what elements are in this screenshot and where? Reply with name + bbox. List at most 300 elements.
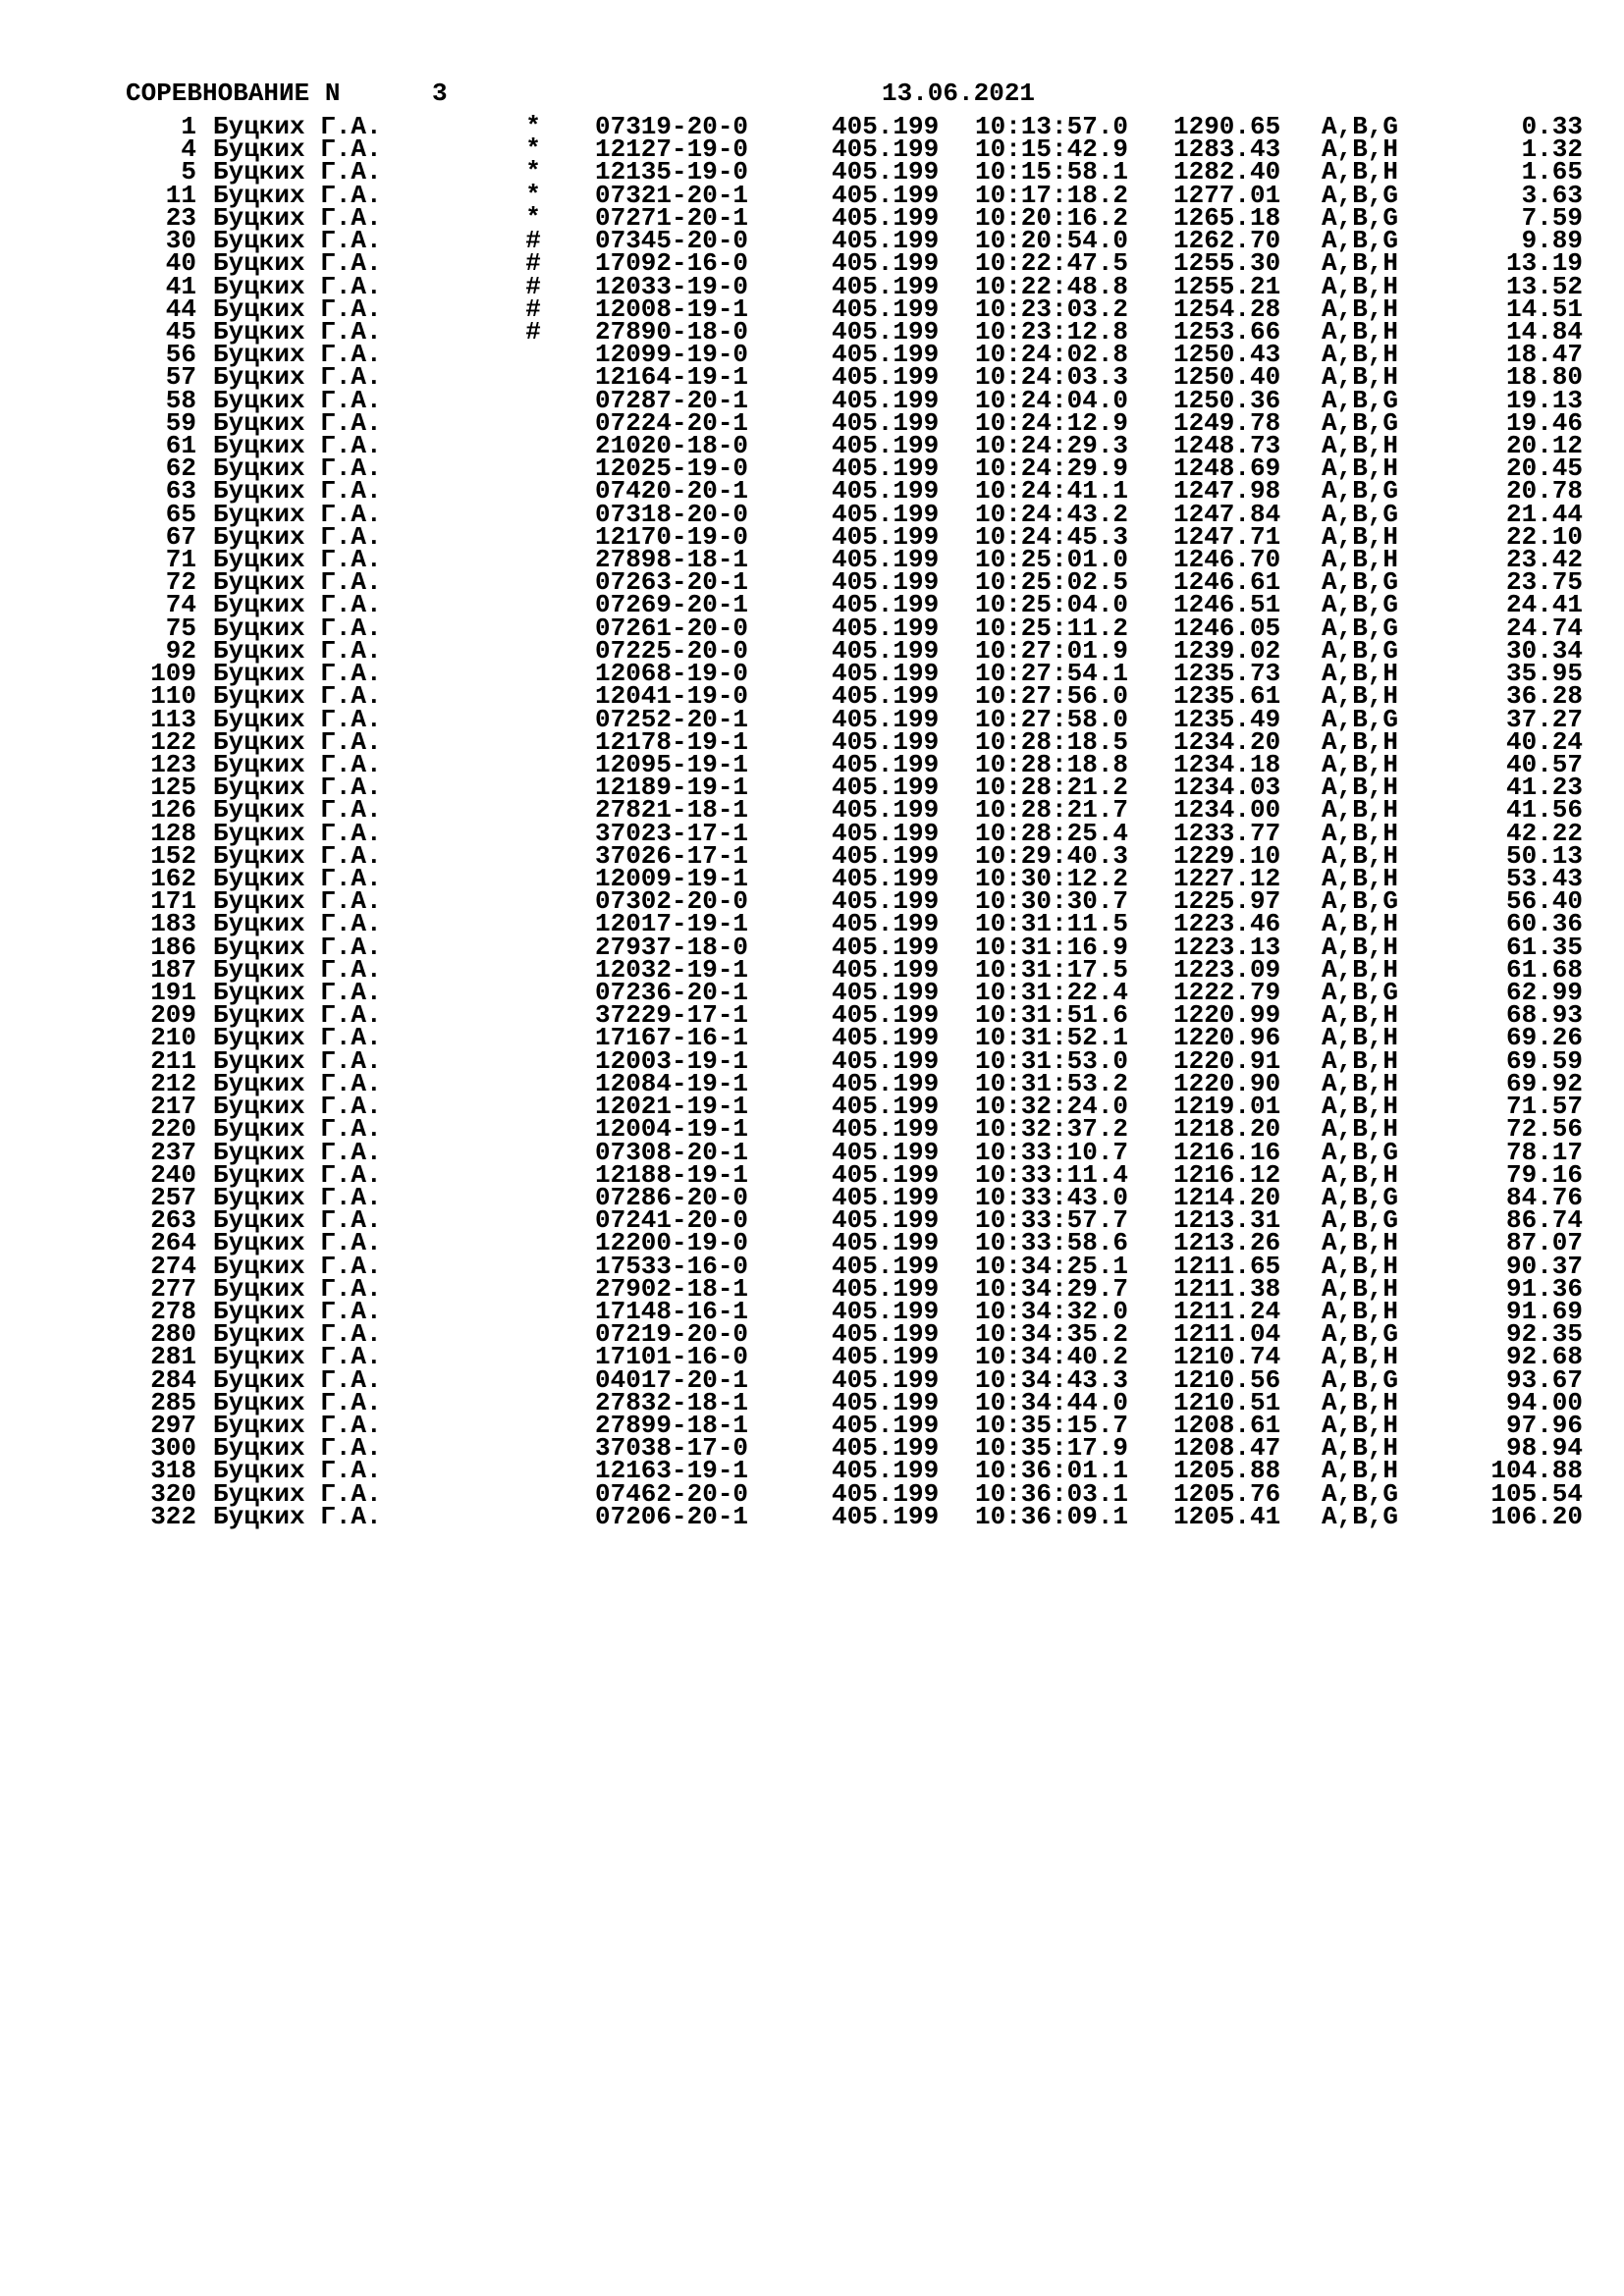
place-number: 152 bbox=[150, 840, 196, 871]
speed-value: 1234.20 bbox=[1173, 726, 1281, 757]
points-value: 69.59 bbox=[1505, 1045, 1583, 1076]
category-codes: A,B,G bbox=[1322, 704, 1399, 734]
category-codes: A,B,G bbox=[1322, 226, 1399, 256]
category-codes: A,B,H bbox=[1322, 1273, 1399, 1304]
ring-number: 07236-20-1 bbox=[595, 978, 749, 1007]
ring-number: 17101-16-0 bbox=[595, 1342, 749, 1372]
points-value: 69.26 bbox=[1505, 1023, 1583, 1053]
distance-value: 405.199 bbox=[832, 773, 940, 803]
place-number: 72 bbox=[165, 567, 196, 598]
place-number: 280 bbox=[150, 1319, 196, 1350]
fancier-name: Буцких Г.А. bbox=[213, 726, 382, 757]
place-number: 56 bbox=[165, 340, 196, 370]
ring-number: 07241-20-0 bbox=[595, 1205, 749, 1236]
points-value: 1.32 bbox=[1521, 134, 1583, 165]
fancier-name: Буцких Г.А. bbox=[213, 430, 382, 460]
fancier-name: Буцких Г.А. bbox=[213, 476, 382, 507]
competition-date: 13.06.2021 bbox=[882, 79, 1036, 108]
fancier-name: Буцких Г.А. bbox=[213, 863, 382, 893]
ring-number: 12025-19-0 bbox=[595, 454, 749, 484]
row-mark: # bbox=[525, 248, 541, 279]
row-mark: * bbox=[525, 202, 541, 233]
place-number: 62 bbox=[165, 454, 196, 484]
distance-value: 405.199 bbox=[832, 545, 940, 574]
distance-value: 405.199 bbox=[832, 1205, 940, 1236]
fancier-name: Буцких Г.А. bbox=[213, 818, 382, 848]
fancier-name: Буцких Г.А. bbox=[213, 545, 382, 574]
ring-number: 07319-20-0 bbox=[595, 112, 749, 141]
speed-value: 1205.88 bbox=[1173, 1456, 1281, 1486]
category-codes: A,B,H bbox=[1322, 726, 1399, 757]
points-value: 40.24 bbox=[1505, 726, 1583, 757]
speed-value: 1254.28 bbox=[1173, 294, 1281, 324]
speed-value: 1277.01 bbox=[1173, 180, 1281, 210]
ring-number: 12189-19-1 bbox=[595, 773, 749, 803]
fancier-name: Буцких Г.А. bbox=[213, 407, 382, 438]
distance-value: 405.199 bbox=[832, 954, 940, 985]
arrival-time: 10:27:54.1 bbox=[975, 659, 1129, 688]
fancier-name: Буцких Г.А. bbox=[213, 1045, 382, 1076]
ring-number: 17167-16-1 bbox=[595, 1023, 749, 1053]
speed-value: 1210.56 bbox=[1173, 1364, 1281, 1395]
points-value: 1.65 bbox=[1521, 157, 1583, 187]
distance-value: 405.199 bbox=[832, 1228, 940, 1258]
category-codes: A,B,G bbox=[1322, 1137, 1399, 1167]
arrival-time: 10:34:32.0 bbox=[975, 1296, 1129, 1326]
category-codes: A,B,H bbox=[1322, 863, 1399, 893]
row-mark: * bbox=[525, 112, 541, 141]
fancier-name: Буцких Г.А. bbox=[213, 1068, 382, 1098]
category-codes: A,B,H bbox=[1322, 932, 1399, 962]
category-codes: A,B,H bbox=[1322, 1296, 1399, 1326]
ring-number: 07318-20-0 bbox=[595, 499, 749, 529]
category-codes: A,B,G bbox=[1322, 476, 1399, 507]
ring-number: 17092-16-0 bbox=[595, 248, 749, 279]
row-mark: * bbox=[525, 180, 541, 210]
speed-value: 1220.91 bbox=[1173, 1045, 1281, 1076]
distance-value: 405.199 bbox=[832, 978, 940, 1007]
results-header bbox=[0, 77, 1624, 110]
speed-value: 1247.71 bbox=[1173, 521, 1281, 552]
points-value: 61.68 bbox=[1505, 954, 1583, 985]
ring-number: 07287-20-1 bbox=[595, 385, 749, 415]
arrival-time: 10:24:04.0 bbox=[975, 385, 1129, 415]
fancier-name: Буцких Г.А. bbox=[213, 1296, 382, 1326]
place-number: 257 bbox=[150, 1182, 196, 1212]
ring-number: 37026-17-1 bbox=[595, 840, 749, 871]
points-value: 84.76 bbox=[1505, 1182, 1583, 1212]
distance-value: 405.199 bbox=[832, 407, 940, 438]
fancier-name: Буцких Г.А. bbox=[213, 499, 382, 529]
points-value: 94.00 bbox=[1505, 1387, 1583, 1417]
arrival-time: 10:36:01.1 bbox=[975, 1456, 1129, 1486]
fancier-name: Буцких Г.А. bbox=[213, 1182, 382, 1212]
place-number: 40 bbox=[165, 248, 196, 279]
fancier-name: Буцких Г.А. bbox=[213, 202, 382, 233]
fancier-name: Буцких Г.А. bbox=[213, 978, 382, 1007]
arrival-time: 10:20:16.2 bbox=[975, 202, 1129, 233]
category-codes: A,B,H bbox=[1322, 1433, 1399, 1464]
category-codes: A,B,H bbox=[1322, 1228, 1399, 1258]
speed-value: 1216.16 bbox=[1173, 1137, 1281, 1167]
place-number: 123 bbox=[150, 749, 196, 779]
distance-value: 405.199 bbox=[832, 1411, 940, 1440]
arrival-time: 10:33:10.7 bbox=[975, 1137, 1129, 1167]
place-number: 320 bbox=[150, 1478, 196, 1509]
arrival-time: 10:34:35.2 bbox=[975, 1319, 1129, 1350]
category-codes: A,B,H bbox=[1322, 521, 1399, 552]
place-number: 30 bbox=[165, 226, 196, 256]
speed-value: 1218.20 bbox=[1173, 1114, 1281, 1145]
points-value: 20.12 bbox=[1505, 430, 1583, 460]
distance-value: 405.199 bbox=[832, 659, 940, 688]
place-number: 113 bbox=[150, 704, 196, 734]
points-value: 62.99 bbox=[1505, 978, 1583, 1007]
arrival-time: 10:31:53.2 bbox=[975, 1068, 1129, 1098]
distance-value: 405.199 bbox=[832, 1137, 940, 1167]
distance-value: 405.199 bbox=[832, 1159, 940, 1190]
arrival-time: 10:13:57.0 bbox=[975, 112, 1129, 141]
arrival-time: 10:31:53.0 bbox=[975, 1045, 1129, 1076]
ring-number: 17148-16-1 bbox=[595, 1296, 749, 1326]
ring-number: 07225-20-0 bbox=[595, 635, 749, 666]
speed-value: 1250.40 bbox=[1173, 362, 1281, 393]
place-number: 41 bbox=[165, 271, 196, 301]
arrival-time: 10:36:09.1 bbox=[975, 1501, 1129, 1531]
distance-value: 405.199 bbox=[832, 1433, 940, 1464]
fancier-name: Буцких Г.А. bbox=[213, 157, 382, 187]
distance-value: 405.199 bbox=[832, 180, 940, 210]
ring-number: 12084-19-1 bbox=[595, 1068, 749, 1098]
arrival-time: 10:31:16.9 bbox=[975, 932, 1129, 962]
distance-value: 405.199 bbox=[832, 271, 940, 301]
place-number: 187 bbox=[150, 954, 196, 985]
place-number: 57 bbox=[165, 362, 196, 393]
speed-value: 1223.13 bbox=[1173, 932, 1281, 962]
speed-value: 1210.74 bbox=[1173, 1342, 1281, 1372]
points-value: 97.96 bbox=[1505, 1411, 1583, 1440]
category-codes: A,B,H bbox=[1322, 1411, 1399, 1440]
points-value: 9.89 bbox=[1521, 226, 1583, 256]
category-codes: A,B,G bbox=[1322, 1319, 1399, 1350]
fancier-name: Буцких Г.А. bbox=[213, 385, 382, 415]
arrival-time: 10:15:42.9 bbox=[975, 134, 1129, 165]
speed-value: 1225.97 bbox=[1173, 886, 1281, 917]
category-codes: A,B,G bbox=[1322, 1501, 1399, 1531]
arrival-time: 10:32:37.2 bbox=[975, 1114, 1129, 1145]
fancier-name: Буцких Г.А. bbox=[213, 1000, 382, 1031]
arrival-time: 10:25:01.0 bbox=[975, 545, 1129, 574]
arrival-time: 10:24:29.3 bbox=[975, 430, 1129, 460]
arrival-time: 10:29:40.3 bbox=[975, 840, 1129, 871]
place-number: 75 bbox=[165, 613, 196, 643]
speed-value: 1211.04 bbox=[1173, 1319, 1281, 1350]
place-number: 126 bbox=[150, 795, 196, 826]
competition-title: СОРЕВНОВАНИЕ N bbox=[126, 79, 341, 108]
place-number: 44 bbox=[165, 294, 196, 324]
place-number: 11 bbox=[165, 180, 196, 210]
fancier-name: Буцких Г.А. bbox=[213, 112, 382, 141]
distance-value: 405.199 bbox=[832, 886, 940, 917]
speed-value: 1214.20 bbox=[1173, 1182, 1281, 1212]
place-number: 284 bbox=[150, 1364, 196, 1395]
category-codes: A,B,G bbox=[1322, 385, 1399, 415]
points-value: 21.44 bbox=[1505, 499, 1583, 529]
distance-value: 405.199 bbox=[832, 795, 940, 826]
speed-value: 1255.21 bbox=[1173, 271, 1281, 301]
ring-number: 07269-20-1 bbox=[595, 590, 749, 620]
speed-value: 1227.12 bbox=[1173, 863, 1281, 893]
place-number: 217 bbox=[150, 1092, 196, 1121]
arrival-time: 10:28:21.7 bbox=[975, 795, 1129, 826]
points-value: 50.13 bbox=[1505, 840, 1583, 871]
place-number: 281 bbox=[150, 1342, 196, 1372]
place-number: 171 bbox=[150, 886, 196, 917]
fancier-name: Буцких Г.А. bbox=[213, 1114, 382, 1145]
arrival-time: 10:27:56.0 bbox=[975, 681, 1129, 712]
fancier-name: Буцких Г.А. bbox=[213, 795, 382, 826]
distance-value: 405.199 bbox=[832, 1501, 940, 1531]
row-mark: # bbox=[525, 316, 541, 347]
speed-value: 1235.73 bbox=[1173, 659, 1281, 688]
speed-value: 1211.24 bbox=[1173, 1296, 1281, 1326]
ring-number: 17533-16-0 bbox=[595, 1251, 749, 1281]
distance-value: 405.199 bbox=[832, 1319, 940, 1350]
category-codes: A,B,H bbox=[1322, 316, 1399, 347]
place-number: 240 bbox=[150, 1159, 196, 1190]
points-value: 35.95 bbox=[1505, 659, 1583, 688]
fancier-name: Буцких Г.А. bbox=[213, 909, 382, 939]
speed-value: 1205.41 bbox=[1173, 1501, 1281, 1531]
distance-value: 405.199 bbox=[832, 613, 940, 643]
ring-number: 12164-19-1 bbox=[595, 362, 749, 393]
distance-value: 405.199 bbox=[832, 385, 940, 415]
distance-value: 405.199 bbox=[832, 157, 940, 187]
category-codes: A,B,H bbox=[1322, 248, 1399, 279]
ring-number: 12200-19-0 bbox=[595, 1228, 749, 1258]
category-codes: A,B,H bbox=[1322, 362, 1399, 393]
distance-value: 405.199 bbox=[832, 818, 940, 848]
fancier-name: Буцких Г.А. bbox=[213, 362, 382, 393]
ring-number: 07271-20-1 bbox=[595, 202, 749, 233]
distance-value: 405.199 bbox=[832, 1182, 940, 1212]
category-codes: A,B,G bbox=[1322, 567, 1399, 598]
category-codes: A,B,H bbox=[1322, 1092, 1399, 1121]
points-value: 14.84 bbox=[1505, 316, 1583, 347]
speed-value: 1235.61 bbox=[1173, 681, 1281, 712]
category-codes: A,B,G bbox=[1322, 635, 1399, 666]
category-codes: A,B,H bbox=[1322, 157, 1399, 187]
speed-value: 1208.61 bbox=[1173, 1411, 1281, 1440]
points-value: 93.67 bbox=[1505, 1364, 1583, 1395]
distance-value: 405.199 bbox=[832, 704, 940, 734]
distance-value: 405.199 bbox=[832, 1273, 940, 1304]
arrival-time: 10:30:30.7 bbox=[975, 886, 1129, 917]
place-number: 277 bbox=[150, 1273, 196, 1304]
fancier-name: Буцких Г.А. bbox=[213, 134, 382, 165]
speed-value: 1247.98 bbox=[1173, 476, 1281, 507]
points-value: 86.74 bbox=[1505, 1205, 1583, 1236]
category-codes: A,B,H bbox=[1322, 271, 1399, 301]
speed-value: 1235.49 bbox=[1173, 704, 1281, 734]
place-number: 128 bbox=[150, 818, 196, 848]
distance-value: 405.199 bbox=[832, 1068, 940, 1098]
category-codes: A,B,H bbox=[1322, 340, 1399, 370]
ring-number: 07321-20-1 bbox=[595, 180, 749, 210]
distance-value: 405.199 bbox=[832, 1364, 940, 1395]
arrival-time: 10:33:11.4 bbox=[975, 1159, 1129, 1190]
distance-value: 405.199 bbox=[832, 134, 940, 165]
speed-value: 1247.84 bbox=[1173, 499, 1281, 529]
fancier-name: Буцких Г.А. bbox=[213, 1342, 382, 1372]
points-value: 23.42 bbox=[1505, 545, 1583, 574]
distance-value: 405.199 bbox=[832, 840, 940, 871]
place-number: 186 bbox=[150, 932, 196, 962]
category-codes: A,B,H bbox=[1322, 954, 1399, 985]
arrival-time: 10:27:58.0 bbox=[975, 704, 1129, 734]
speed-value: 1246.61 bbox=[1173, 567, 1281, 598]
place-number: 63 bbox=[165, 476, 196, 507]
category-codes: A,B,H bbox=[1322, 1068, 1399, 1098]
place-number: 278 bbox=[150, 1296, 196, 1326]
arrival-time: 10:25:04.0 bbox=[975, 590, 1129, 620]
fancier-name: Буцких Г.А. bbox=[213, 635, 382, 666]
fancier-name: Буцких Г.А. bbox=[213, 454, 382, 484]
category-codes: A,B,H bbox=[1322, 1023, 1399, 1053]
place-number: 211 bbox=[150, 1045, 196, 1076]
place-number: 183 bbox=[150, 909, 196, 939]
distance-value: 405.199 bbox=[832, 863, 940, 893]
speed-value: 1246.51 bbox=[1173, 590, 1281, 620]
category-codes: A,B,H bbox=[1322, 840, 1399, 871]
ring-number: 07302-20-0 bbox=[595, 886, 749, 917]
fancier-name: Буцких Г.А. bbox=[213, 567, 382, 598]
ring-number: 07345-20-0 bbox=[595, 226, 749, 256]
distance-value: 405.199 bbox=[832, 112, 940, 141]
points-value: 71.57 bbox=[1505, 1092, 1583, 1121]
arrival-time: 10:15:58.1 bbox=[975, 157, 1129, 187]
speed-value: 1249.78 bbox=[1173, 407, 1281, 438]
distance-value: 405.199 bbox=[832, 726, 940, 757]
points-value: 104.88 bbox=[1490, 1456, 1583, 1486]
arrival-time: 10:24:03.3 bbox=[975, 362, 1129, 393]
points-value: 106.20 bbox=[1490, 1501, 1583, 1531]
arrival-time: 10:23:03.2 bbox=[975, 294, 1129, 324]
points-value: 13.52 bbox=[1505, 271, 1583, 301]
arrival-time: 10:36:03.1 bbox=[975, 1478, 1129, 1509]
arrival-time: 10:34:40.2 bbox=[975, 1342, 1129, 1372]
distance-value: 405.199 bbox=[832, 635, 940, 666]
speed-value: 1213.26 bbox=[1173, 1228, 1281, 1258]
ring-number: 04017-20-1 bbox=[595, 1364, 749, 1395]
ring-number: 12041-19-0 bbox=[595, 681, 749, 712]
arrival-time: 10:23:12.8 bbox=[975, 316, 1129, 347]
speed-value: 1250.43 bbox=[1173, 340, 1281, 370]
points-value: 60.36 bbox=[1505, 909, 1583, 939]
row-mark: * bbox=[525, 157, 541, 187]
ring-number: 27832-18-1 bbox=[595, 1387, 749, 1417]
place-number: 92 bbox=[165, 635, 196, 666]
ring-number: 12008-19-1 bbox=[595, 294, 749, 324]
points-value: 13.19 bbox=[1505, 248, 1583, 279]
ring-number: 12004-19-1 bbox=[595, 1114, 749, 1145]
place-number: 285 bbox=[150, 1387, 196, 1417]
place-number: 263 bbox=[150, 1205, 196, 1236]
arrival-time: 10:28:25.4 bbox=[975, 818, 1129, 848]
distance-value: 405.199 bbox=[832, 226, 940, 256]
category-codes: A,B,G bbox=[1322, 407, 1399, 438]
fancier-name: Буцких Г.А. bbox=[213, 932, 382, 962]
row-mark: # bbox=[525, 271, 541, 301]
category-codes: A,B,G bbox=[1322, 499, 1399, 529]
distance-value: 405.199 bbox=[832, 1000, 940, 1031]
speed-value: 1248.73 bbox=[1173, 430, 1281, 460]
speed-value: 1246.70 bbox=[1173, 545, 1281, 574]
points-value: 41.23 bbox=[1505, 773, 1583, 803]
distance-value: 405.199 bbox=[832, 1387, 940, 1417]
fancier-name: Буцких Г.А. bbox=[213, 1159, 382, 1190]
place-number: 210 bbox=[150, 1023, 196, 1053]
points-value: 0.33 bbox=[1521, 112, 1583, 141]
arrival-time: 10:34:44.0 bbox=[975, 1387, 1129, 1417]
place-number: 23 bbox=[165, 202, 196, 233]
table-row bbox=[0, 1500, 1624, 1533]
fancier-name: Буцких Г.А. bbox=[213, 954, 382, 985]
fancier-name: Буцких Г.А. bbox=[213, 749, 382, 779]
arrival-time: 10:35:17.9 bbox=[975, 1433, 1129, 1464]
row-mark: # bbox=[525, 294, 541, 324]
ring-number: 12170-19-0 bbox=[595, 521, 749, 552]
category-codes: A,B,H bbox=[1322, 430, 1399, 460]
ring-number: 12099-19-0 bbox=[595, 340, 749, 370]
ring-number: 07261-20-0 bbox=[595, 613, 749, 643]
speed-value: 1246.05 bbox=[1173, 613, 1281, 643]
arrival-time: 10:20:54.0 bbox=[975, 226, 1129, 256]
speed-value: 1210.51 bbox=[1173, 1387, 1281, 1417]
place-number: 5 bbox=[181, 157, 196, 187]
speed-value: 1223.46 bbox=[1173, 909, 1281, 939]
distance-value: 405.199 bbox=[832, 1023, 940, 1053]
distance-value: 405.199 bbox=[832, 340, 940, 370]
arrival-time: 10:34:25.1 bbox=[975, 1251, 1129, 1281]
place-number: 264 bbox=[150, 1228, 196, 1258]
place-number: 122 bbox=[150, 726, 196, 757]
points-value: 7.59 bbox=[1521, 202, 1583, 233]
row-mark: * bbox=[525, 134, 541, 165]
ring-number: 37038-17-0 bbox=[595, 1433, 749, 1464]
distance-value: 405.199 bbox=[832, 362, 940, 393]
distance-value: 405.199 bbox=[832, 499, 940, 529]
fancier-name: Буцких Г.А. bbox=[213, 840, 382, 871]
category-codes: A,B,H bbox=[1322, 1456, 1399, 1486]
distance-value: 405.199 bbox=[832, 1456, 940, 1486]
ring-number: 27890-18-0 bbox=[595, 316, 749, 347]
points-value: 3.63 bbox=[1521, 180, 1583, 210]
points-value: 14.51 bbox=[1505, 294, 1583, 324]
place-number: 191 bbox=[150, 978, 196, 1007]
arrival-time: 10:33:58.6 bbox=[975, 1228, 1129, 1258]
distance-value: 405.199 bbox=[832, 316, 940, 347]
points-value: 78.17 bbox=[1505, 1137, 1583, 1167]
ring-number: 12003-19-1 bbox=[595, 1045, 749, 1076]
place-number: 162 bbox=[150, 863, 196, 893]
distance-value: 405.199 bbox=[832, 454, 940, 484]
speed-value: 1229.10 bbox=[1173, 840, 1281, 871]
ring-number: 27937-18-0 bbox=[595, 932, 749, 962]
fancier-name: Буцких Г.А. bbox=[213, 1456, 382, 1486]
distance-value: 405.199 bbox=[832, 430, 940, 460]
fancier-name: Буцких Г.А. bbox=[213, 590, 382, 620]
